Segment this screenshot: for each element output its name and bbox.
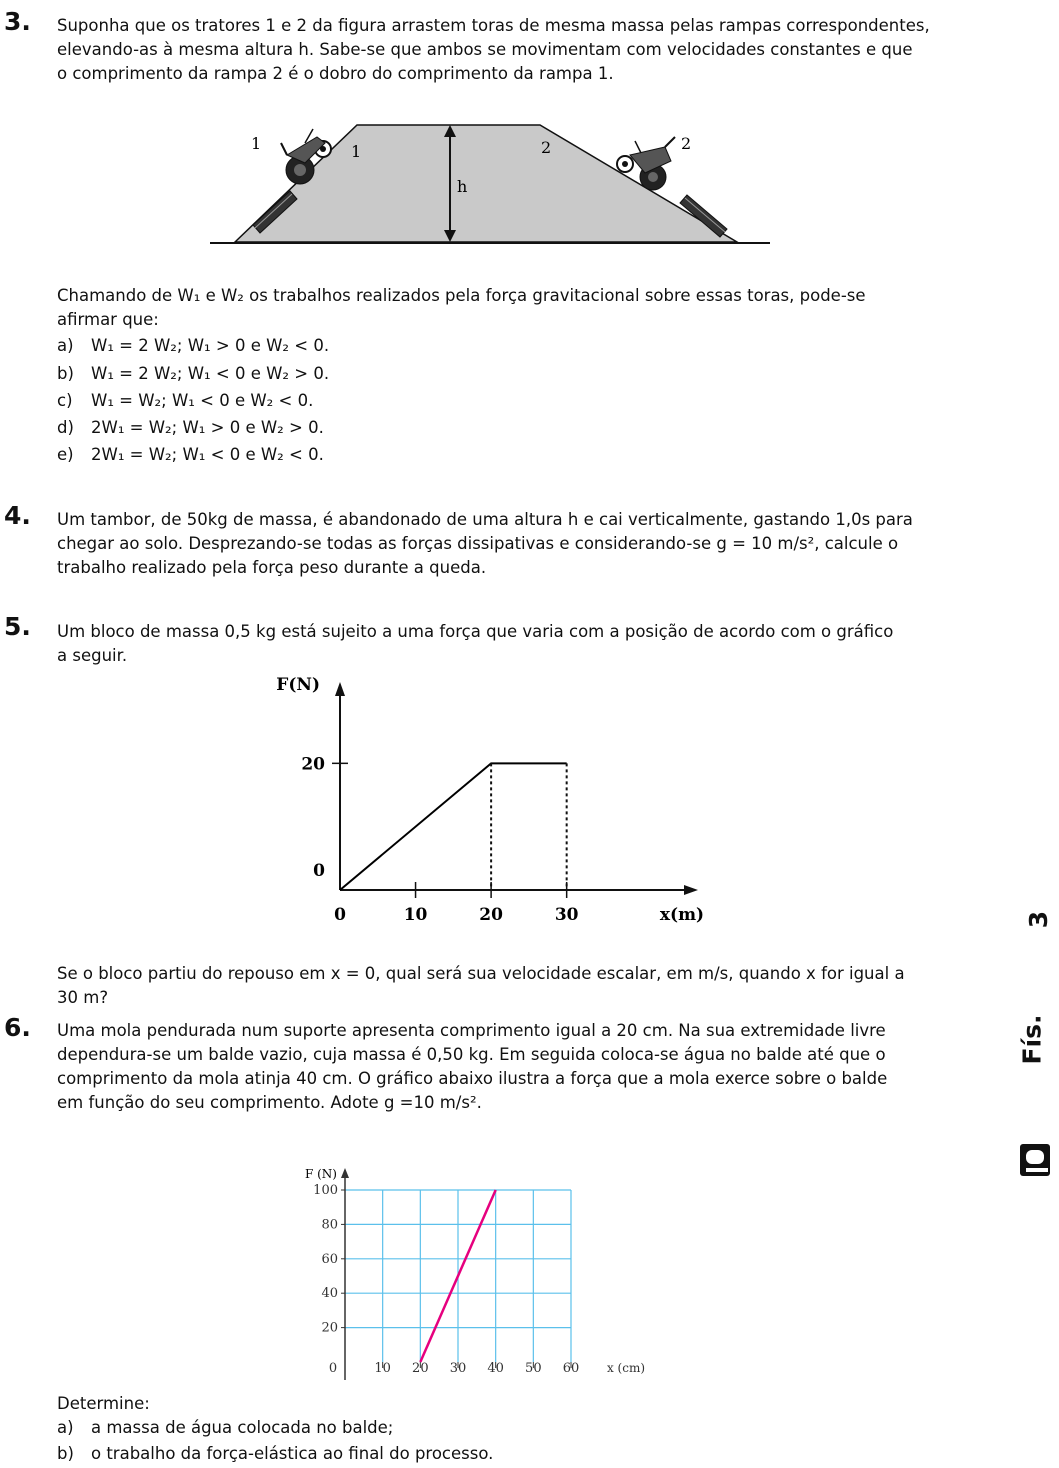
x-tick-label: 30 [554, 905, 579, 925]
option-text: W₁ = 2 W₂; W₁ < 0 e W₂ > 0. [91, 364, 330, 383]
item-text: o trabalho da força-elástica ao final do processo. [91, 1444, 494, 1463]
y-axis-arrow [335, 682, 345, 696]
option-c [57, 389, 313, 413]
option-d [57, 416, 324, 440]
x-tick-label: 0 [334, 905, 346, 925]
item-label: b) [57, 1444, 74, 1463]
page-number: 3 [1023, 910, 1053, 929]
text-line: Um tambor, de 50kg de massa, é abandonado de uma altura h e cai verticalmente, gastando 1,0s para [57, 510, 913, 529]
ramp2-label: 2 [541, 138, 552, 157]
tractor-1-label: 1 [251, 134, 262, 153]
x-axis-arrow [684, 885, 698, 895]
brand-logo-icon [1018, 1140, 1052, 1180]
text-line: comprimento da mola atinja 40 cm. O gráfico abaixo ilustra a força que a mola exerce sobre o balde [57, 1069, 888, 1088]
text-line: afirmar que: [57, 310, 159, 329]
option-b [57, 362, 329, 386]
x-axis-label: x(m) [659, 905, 705, 925]
x-tick-label: 10 [403, 905, 428, 925]
option-text: W₁ = 2 W₂; W₁ > 0 e W₂ < 0. [91, 336, 330, 355]
question-text [57, 508, 977, 580]
question-number: 6. [4, 1013, 31, 1042]
question-text [57, 620, 977, 668]
x-tick-label: 20 [479, 905, 503, 925]
series-line [340, 763, 567, 890]
option-text: 2W₁ = W₂; W₁ < 0 e W₂ < 0. [91, 445, 324, 464]
option-text: 2W₁ = W₂; W₁ > 0 e W₂ > 0. [91, 418, 324, 437]
question-followup [57, 962, 977, 1010]
spring-force-chart [290, 1155, 690, 1385]
x-axis-label: x (cm) [606, 1361, 646, 1375]
y-tick-label: 0 [313, 861, 325, 881]
tractor-2-label: 2 [681, 134, 692, 153]
text-line: Uma mola pendurada num suporte apresenta comprimento igual a 20 cm. Na sua extremidade livre [57, 1021, 886, 1040]
y-tick-label: 20 [321, 1320, 338, 1336]
text-line: Um bloco de massa 0,5 kg está sujeito a uma força que varia com a posição de acordo com o gráfico [57, 622, 894, 641]
y-tick-label: 100 [313, 1183, 338, 1198]
x-tick-label: 40 [487, 1361, 504, 1376]
x-tick-label: 20 [412, 1361, 429, 1376]
determine-label: Determine: [57, 1394, 150, 1413]
x-tick-label: 60 [562, 1361, 580, 1376]
y-axis-arrow [341, 1168, 349, 1178]
option-label: d) [57, 418, 74, 437]
y-axis-label: F (N) [304, 1167, 337, 1181]
y-tick-label: 20 [301, 754, 325, 775]
question-text [57, 14, 977, 86]
option-e [57, 443, 324, 467]
force-position-chart [265, 668, 705, 930]
text-line: o comprimento da rampa 2 é o dobro do comprimento da rampa 1. [57, 64, 614, 83]
item-label: a) [57, 1418, 74, 1437]
text-line: 30 m? [57, 988, 109, 1007]
question-text [57, 1019, 977, 1115]
option-label: a) [57, 336, 74, 355]
text-line: a seguir. [57, 646, 128, 665]
ramps-figure [205, 115, 775, 250]
question-number: 3. [4, 7, 31, 36]
option-label: c) [57, 391, 73, 410]
item-text: a massa de água colocada no balde; [91, 1418, 394, 1437]
question-prompt [57, 284, 977, 332]
question-number: 4. [4, 501, 31, 530]
text-line: trabalho realizado pela força peso durante a queda. [57, 558, 487, 577]
text-line: Se o bloco partiu do repouso em x = 0, qual será sua velocidade escalar, em m/s, quando x for igual a [57, 964, 905, 983]
text-line: Chamando de W₁ e W₂ os trabalhos realizados pela força gravitacional sobre essas toras, pode-se [57, 286, 866, 305]
question-number: 5. [4, 612, 31, 641]
text-line: em função do seu comprimento. Adote g =10 m/s². [57, 1093, 482, 1112]
y-tick-label: 80 [321, 1217, 338, 1233]
y-axis-label: F(N) [276, 675, 320, 695]
option-a [57, 334, 329, 358]
option-label: e) [57, 445, 74, 464]
item-b [57, 1442, 493, 1466]
option-label: b) [57, 364, 74, 383]
text-line: elevando-as à mesma altura h. Sabe-se que ambos se movimentam com velocidades constantes e que [57, 40, 913, 59]
x-tick-label: 30 [449, 1361, 467, 1376]
height-label: h [457, 177, 468, 196]
x-tick-label: 0 [328, 1361, 338, 1376]
text-line: dependura-se um balde vazio, cuja massa é 0,50 kg. Em seguida coloca-se água no balde até que o [57, 1045, 886, 1064]
ramp1-label: 1 [351, 142, 362, 161]
x-tick-label: 50 [525, 1361, 542, 1376]
text-line: Suponha que os tratores 1 e 2 da figura arrastem toras de mesma massa pelas rampas correspondentes, [57, 16, 930, 35]
subject-label: Fís. [1017, 1014, 1047, 1065]
text-line: chegar ao solo. Desprezando-se todas as forças dissipativas e considerando-se g = 10 m/s², calcule o [57, 534, 899, 553]
x-tick-label: 10 [374, 1361, 391, 1376]
y-tick-label: 60 [321, 1251, 338, 1267]
option-text: W₁ = W₂; W₁ < 0 e W₂ < 0. [91, 391, 314, 410]
y-tick-label: 40 [321, 1286, 338, 1302]
item-a [57, 1416, 393, 1440]
